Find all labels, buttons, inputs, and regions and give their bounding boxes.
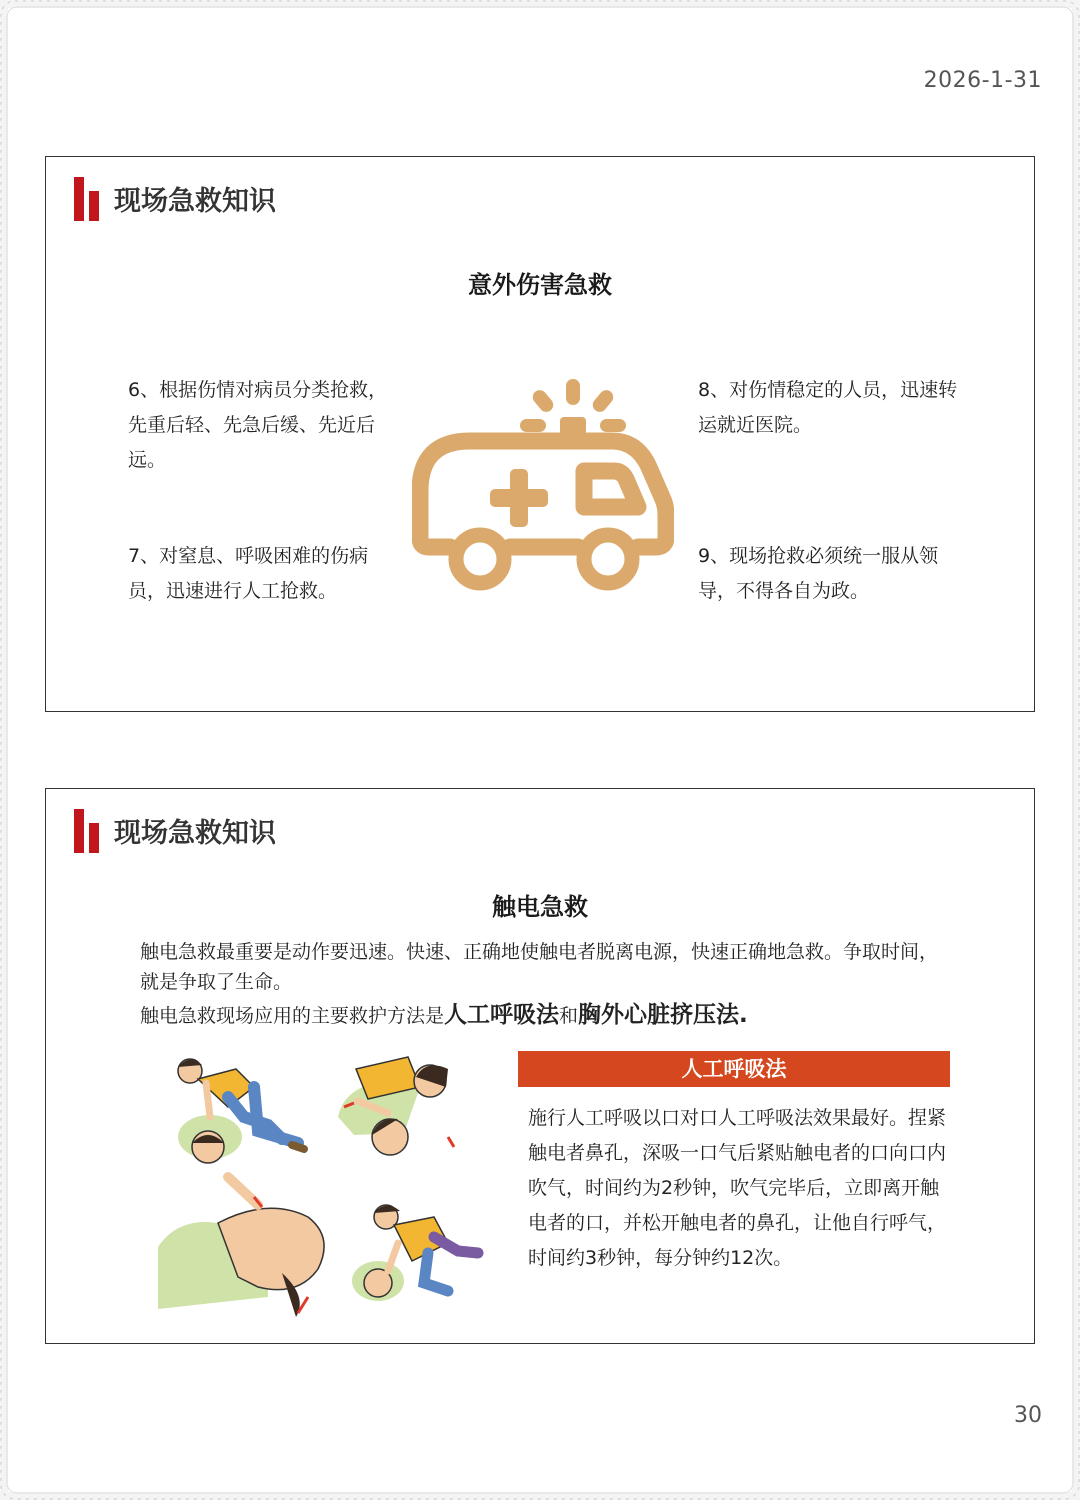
intro-paragraph-2 [140,1000,950,1031]
intro-and: 和 [559,1005,579,1027]
brand-bars-icon [74,809,102,853]
page-number: 30 [1014,1403,1042,1428]
slide-accidental-injury [45,156,1035,712]
slide-title: 触电急救 [492,893,588,921]
slide-heading: 现场急救知识 [114,818,276,849]
rescue-breathing-illustration [158,1047,498,1327]
method-description: 施行人工呼吸以口对口人工呼吸法效果最好。捏紧触电者鼻孔，深吸一口气后紧贴触电者的口向口内吹气，时间约为2秒钟，吹气完毕后，立即离开触电者的口，并松开触电者的鼻孔，让他自行呼气，时间约3秒钟，每分钟约12次。 [528,1107,947,1269]
intro-suffix: . [739,1002,748,1028]
method-2-name: 胸外心脏挤压法 [578,1002,740,1028]
intro-text [140,937,950,1031]
intro-paragraph-1: 触电急救最重要是动作要迅速。快速、正确地使触电者脱离电源，快速正确地急救。争取时间，就是争取了生命。 [140,941,939,993]
brand-bars-icon [74,177,102,221]
item-7: 7、对窒息、呼吸困难的伤病员，迅速进行人工抢救。 [128,545,369,602]
slide-electric-shock [45,788,1035,1344]
intro-prefix: 触电急救现场应用的主要救护方法是 [140,1005,445,1027]
item-8: 8、对伤情稳定的人员，迅速转运就近医院。 [698,379,958,436]
item-9: 9、现场抢救必须统一服从领导，不得各自为政。 [698,545,939,602]
item-6: 6、根据伤情对病员分类抢救，先重后轻、先急后缓、先近后远。 [128,379,388,471]
slide-heading: 现场急救知识 [114,186,276,217]
method-title-bar: 人工呼吸法 [518,1051,950,1087]
page-date: 2026-1-31 [923,68,1042,93]
ambulance-icon [412,379,674,595]
slide-title: 意外伤害急救 [468,271,612,299]
method-1-name: 人工呼吸法 [444,1002,560,1028]
